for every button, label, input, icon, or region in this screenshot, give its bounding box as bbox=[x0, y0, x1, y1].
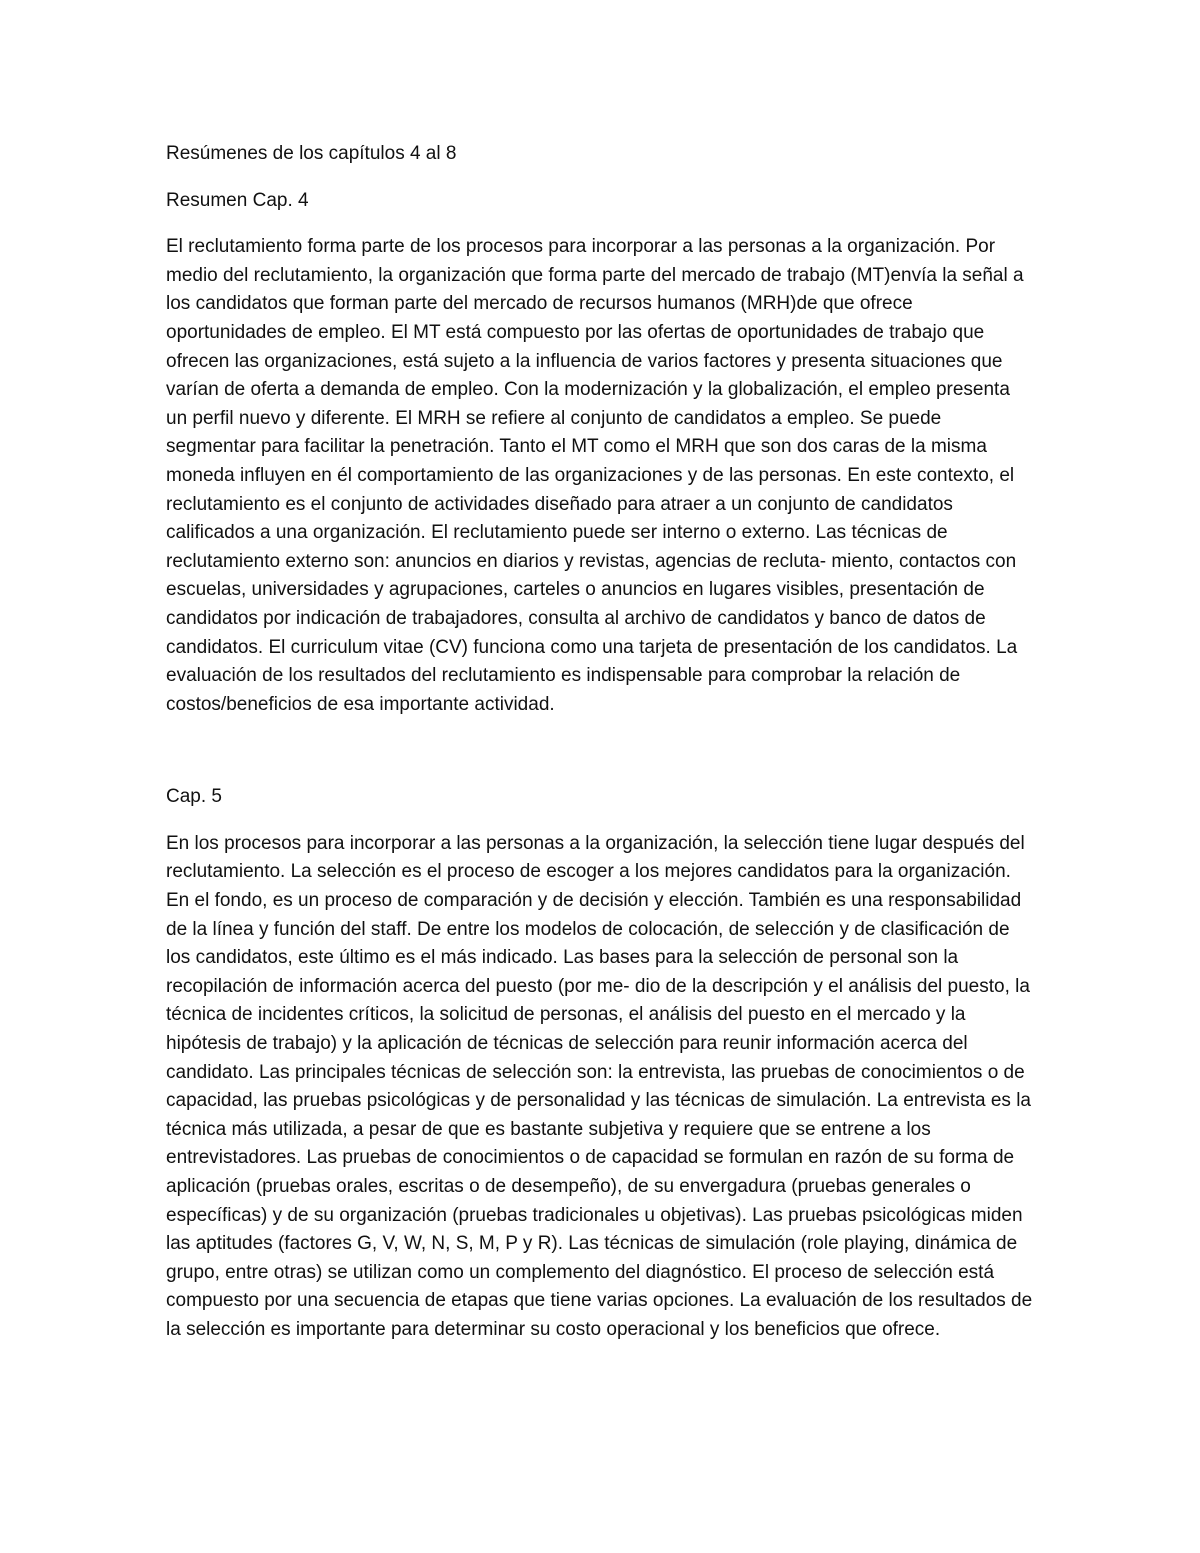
document-content bbox=[166, 140, 1036, 1345]
section-heading-cap-5: Cap. 5 bbox=[166, 786, 222, 808]
section-body-cap-5: En los procesos para incorporar a las personas a la organización, la selección tiene lugar después del reclutamiento. La selección es el proceso de escoger a los mejores candidatos para la organización. En el fondo, es un proceso de comparación y de decisión y elección. También es una responsabilidad de la línea y función del staff. De entre los modelos de colocación, de selección y de clasificación de los candidatos, este último es el más indicado. Las bases para la selección de personal son la recopilación de información acerca del puesto (por me- dio de la descripción y el análisis del puesto, la técnica de incidentes críticos, la solicitud de personas, el análisis del puesto en el mercado y la hipótesis de trabajo) y la aplicación de técnicas de selección para reunir información acerca del candidato. Las principales técnicas de selección son: la entrevista, las pruebas de conocimientos o de capacidad, las pruebas psicológicas y de personalidad y las técnicas de simulación. La entrevista es la técnica más utilizada, a pesar de que es bastante subjetiva y requiere que se entrene a los entrevistadores. Las pruebas de conocimientos o de capacidad se formulan en razón de su forma de aplicación (pruebas orales, escritas o de desempeño), de su envergadura (pruebas generales o específicas) y de su organización (pruebas tradicionales u objetivas). Las pruebas psicológicas miden las aptitudes (factores G, V, W, N, S, M, P y R). Las técnicas de simulación (role playing, dinámica de grupo, entre otras) se utilizan como un complemento del diagnóstico. El proceso de selección está compuesto por una secuencia de etapas que tiene varias opciones. La evaluación de los resultados de la selección es importante para determinar su costo operacional y los beneficios que ofrece. bbox=[166, 832, 1033, 1340]
section-spacer bbox=[166, 719, 1036, 783]
section-heading-cap-4: Resumen Cap. 4 bbox=[166, 189, 309, 211]
section-body-cap-4: El reclutamiento forma parte de los procesos para incorporar a las personas a la organización. Por medio del reclutamiento, la organización que forma parte del mercado de trabajo (MT)envía la señal a los candidatos que forman parte del mercado de recursos humanos (MRH)de que ofrece oportunidades de empleo. El MT está compuesto por las ofertas de oportunidades de trabajo que ofrecen las organizaciones, está sujeto a la influencia de varios factores y presenta situaciones que varían de oferta a demanda de empleo. Con la modernización y la globalización, el empleo presenta un perfil nuevo y diferente. El MRH se refiere al conjunto de candidatos a empleo. Se puede segmentar para facilitar la penetración. Tanto el MT como el MRH que son dos caras de la misma moneda influyen en él comportamiento de las organizaciones y de las personas. En este contexto, el reclutamiento es el conjunto de actividades diseñado para atraer a un conjunto de candidatos calificados a una organización. El reclutamiento puede ser interno o externo. Las técnicas de reclutamiento externo son: anuncios en diarios y revistas, agencias de recluta- miento, contactos con escuelas, universidades y agrupaciones, carteles o anuncios en lugares visibles, presentación de candidatos por indicación de trabajadores, consulta al archivo de candidatos y banco de datos de candidatos. El curriculum vitae (CV) funciona como una tarjeta de presentación de los candidatos. La evaluación de los resultados del reclutamiento es indispensable para comprobar la relación de costos/beneficios de esa importante actividad. bbox=[166, 236, 1024, 715]
document-title: Resúmenes de los capítulos 4 al 8 bbox=[166, 143, 457, 164]
